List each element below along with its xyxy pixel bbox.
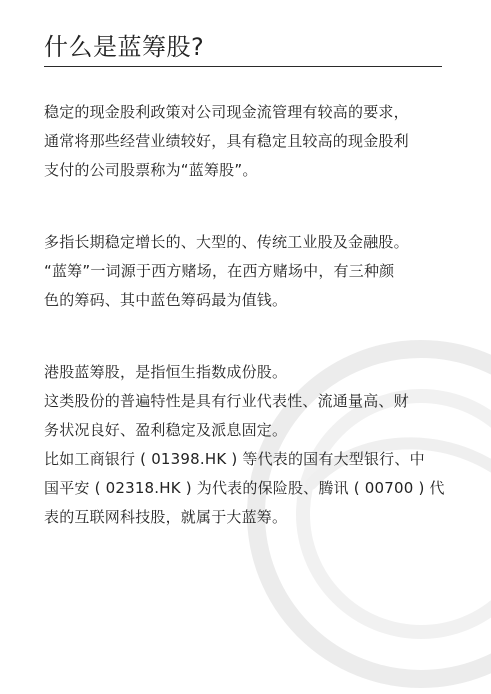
paragraph-line: 国平安 ( 02318.HK ) 为代表的保险股、腾讯 ( 00700 ) 代 — [44, 479, 445, 497]
paragraph-line: 这类股份的普遍特性是具有行业代表性、流通量高、财 — [44, 392, 409, 410]
paragraph-hk-blue-chip — [44, 358, 454, 532]
paragraph-line: 稳定的现金股利政策对公司现金流管理有较高的要求， — [44, 103, 409, 121]
paragraph-line: 务状况良好、盈利稳定及派息固定。 — [44, 421, 288, 439]
paragraph-line: 色的筹码、其中蓝色筹码最为值钱。 — [44, 291, 288, 309]
paragraph-line: 多指长期稳定增长的、大型的、传统工业股及金融股。 — [44, 233, 409, 251]
paragraph-dividend-policy — [44, 98, 454, 185]
article-content — [44, 98, 454, 575]
paragraph-blue-chip-origin — [44, 228, 454, 315]
page-title: 什么是蓝筹股? — [44, 33, 205, 62]
paragraph-line: 港股蓝筹股，是指恒生指数成份股。 — [44, 363, 288, 381]
paragraph-line: 支付的公司股票称为“蓝筹股”。 — [44, 161, 258, 179]
paragraph-line: 表的互联网科技股，就属于大蓝筹。 — [44, 508, 288, 526]
title-divider — [44, 66, 442, 67]
paragraph-line: 通常将那些经营业绩较好，具有稳定且较高的现金股利 — [44, 132, 409, 150]
paragraph-line: 比如工商银行 ( 01398.HK ) 等代表的国有大型银行、中 — [44, 450, 425, 468]
paragraph-line: “蓝筹”一词源于西方赌场，在西方赌场中，有三种颜 — [44, 262, 395, 280]
